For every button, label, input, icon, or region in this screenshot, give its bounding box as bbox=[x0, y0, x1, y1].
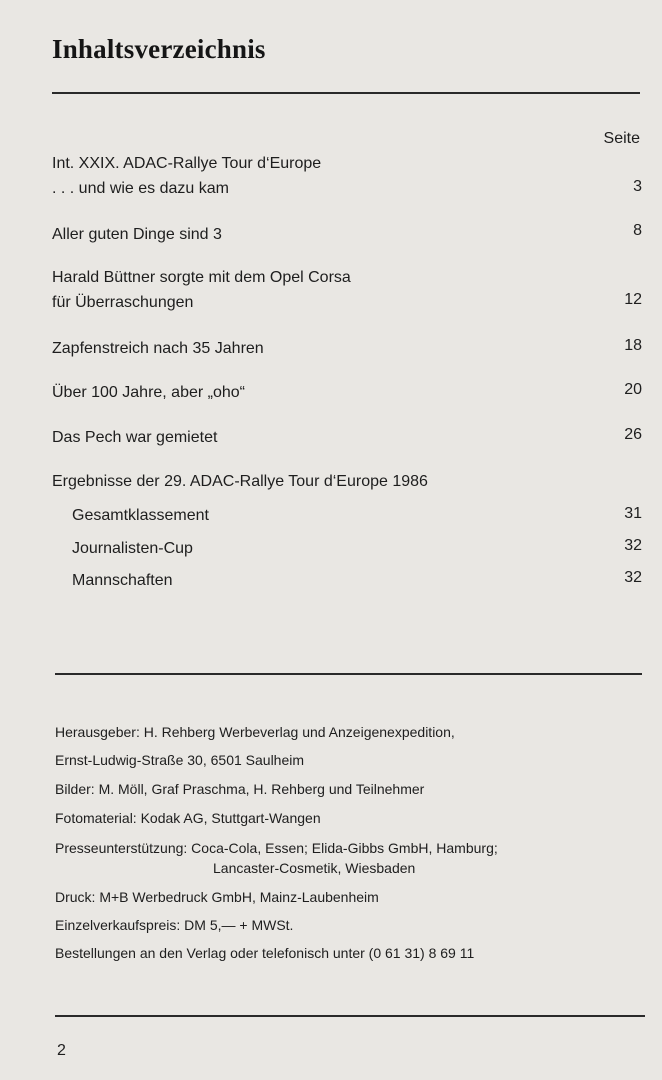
imprint-line-4: Fotomaterial: Kodak AG, Stuttgart-Wangen bbox=[55, 810, 321, 826]
toc-subentry-3: Mannschaften bbox=[72, 572, 173, 589]
toc-entry-1-line-1: Int. XXIX. ADAC-Rallye Tour d‘Europe bbox=[52, 155, 322, 172]
toc-entry-3-line-1: Harald Büttner sorgte mit dem Opel Corsa bbox=[52, 269, 351, 286]
toc-subentry-1-page: 31 bbox=[624, 505, 642, 522]
toc-subentry-2: Journalisten-Cup bbox=[72, 540, 193, 557]
toc-entry-6-page: 26 bbox=[624, 426, 642, 443]
toc-entry-4-page: 18 bbox=[624, 337, 642, 354]
imprint-line-1: Herausgeber: H. Rehberg Werbeverlag und Anzeigenexpedition, bbox=[55, 724, 455, 740]
imprint-line-7: Druck: M+B Werbedruck GmbH, Mainz-Laubenheim bbox=[55, 889, 379, 905]
toc-entry-2-line-1: Aller guten Dinge sind 3 bbox=[52, 226, 222, 243]
page-title: Inhaltsverzeichnis bbox=[52, 34, 266, 64]
toc-entry-2-page: 8 bbox=[633, 222, 642, 239]
imprint-top-rule bbox=[55, 673, 642, 675]
imprint-bottom-rule bbox=[55, 1015, 645, 1017]
imprint-line-3: Bilder: M. Möll, Graf Praschma, H. Rehberg und Teilnehmer bbox=[55, 781, 425, 797]
toc-entry-5-page: 20 bbox=[624, 381, 642, 398]
toc-entry-1-page: 3 bbox=[633, 178, 642, 195]
toc-subentry-3-page: 32 bbox=[624, 569, 642, 586]
imprint-line-9: Bestellungen an den Verlag oder telefonisch unter (0 61 31) 8 69 11 bbox=[55, 945, 475, 961]
toc-entry-3-line-2: für Überraschungen bbox=[52, 294, 194, 311]
toc-subentry-2-page: 32 bbox=[624, 537, 642, 554]
toc-entry-3-page: 12 bbox=[624, 291, 642, 308]
imprint-line-2: Ernst-Ludwig-Straße 30, 6501 Saulheim bbox=[55, 752, 305, 768]
toc-entry-6-line-1: Das Pech war gemietet bbox=[52, 429, 218, 446]
imprint-line-5: Presseunterstützung: Coca-Cola, Essen; Elida-Gibbs GmbH, Hamburg; bbox=[55, 840, 498, 856]
seite-column-header: Seite bbox=[603, 130, 640, 147]
title-rule bbox=[52, 92, 640, 94]
toc-entry-1-line-2: . . . und wie es dazu kam bbox=[52, 180, 229, 197]
toc-entry-5-line-1: Über 100 Jahre, aber „oho“ bbox=[52, 384, 245, 401]
imprint-line-8: Einzelverkaufspreis: DM 5,— + MWSt. bbox=[55, 917, 294, 933]
imprint-line-6: Lancaster-Cosmetik, Wiesbaden bbox=[213, 860, 416, 876]
toc-entry-4-line-1: Zapfenstreich nach 35 Jahren bbox=[52, 340, 264, 357]
toc-subentry-1: Gesamtklassement bbox=[72, 507, 209, 524]
toc-entry-7-line-1: Ergebnisse der 29. ADAC-Rallye Tour d‘Europe 1986 bbox=[52, 473, 428, 490]
page-number: 2 bbox=[57, 1042, 66, 1059]
